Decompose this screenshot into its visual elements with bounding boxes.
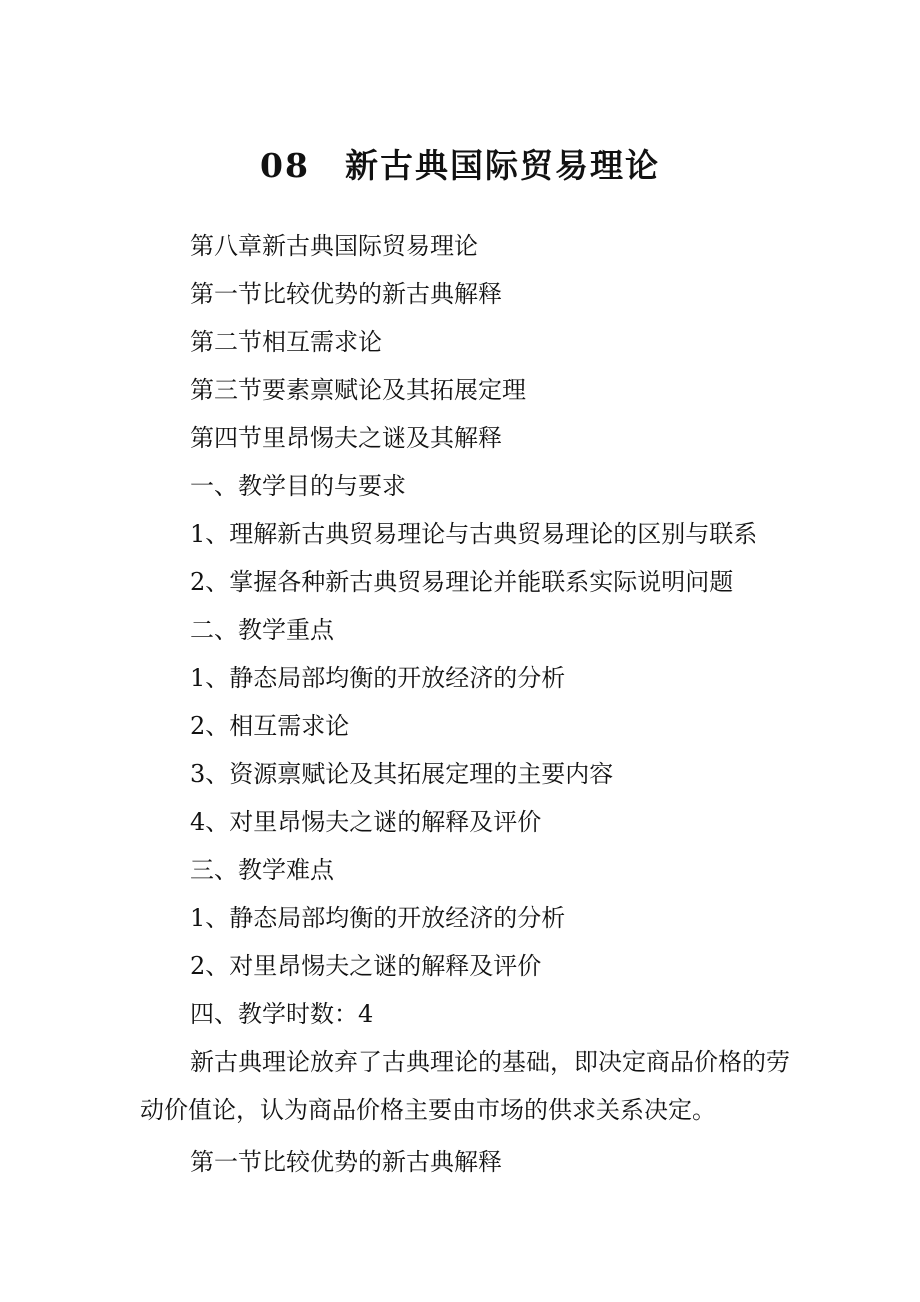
toc-line: 第四节里昂惕夫之谜及其解释 (190, 424, 502, 452)
document-title: 08 新古典国际贸易理论 (260, 146, 660, 185)
section-heading: 一、教学目的与要求 (190, 472, 406, 500)
list-item: 1、静态局部均衡的开放经济的分析 (190, 664, 566, 692)
list-item: 2、对里昂惕夫之谜的解释及评价 (190, 952, 542, 980)
section-heading: 四、教学时数：4 (190, 1000, 374, 1028)
toc-line: 第二节相互需求论 (190, 328, 382, 356)
list-item: 3、资源禀赋论及其拓展定理的主要内容 (190, 760, 614, 788)
list-item: 1、理解新古典贸易理论与古典贸易理论的区别与联系 (190, 520, 758, 548)
list-item: 1、静态局部均衡的开放经济的分析 (190, 904, 566, 932)
list-item: 2、掌握各种新古典贸易理论并能联系实际说明问题 (190, 568, 734, 596)
body-paragraph: 新古典理论放弃了古典理论的基础，即决定商品价格的劳动价值论，认为商品价格主要由市场的供求关系决定。 (140, 1048, 790, 1124)
toc-line: 第一节比较优势的新古典解释 (190, 280, 502, 308)
list-item: 2、相互需求论 (190, 712, 350, 740)
section-heading: 三、教学难点 (190, 856, 334, 884)
list-item: 4、对里昂惕夫之谜的解释及评价 (190, 808, 542, 836)
section-heading: 第一节比较优势的新古典解释 (190, 1148, 502, 1176)
chapter-heading: 第八章新古典国际贸易理论 (190, 232, 478, 260)
section-heading: 二、教学重点 (190, 616, 334, 644)
toc-line: 第三节要素禀赋论及其拓展定理 (190, 376, 526, 404)
